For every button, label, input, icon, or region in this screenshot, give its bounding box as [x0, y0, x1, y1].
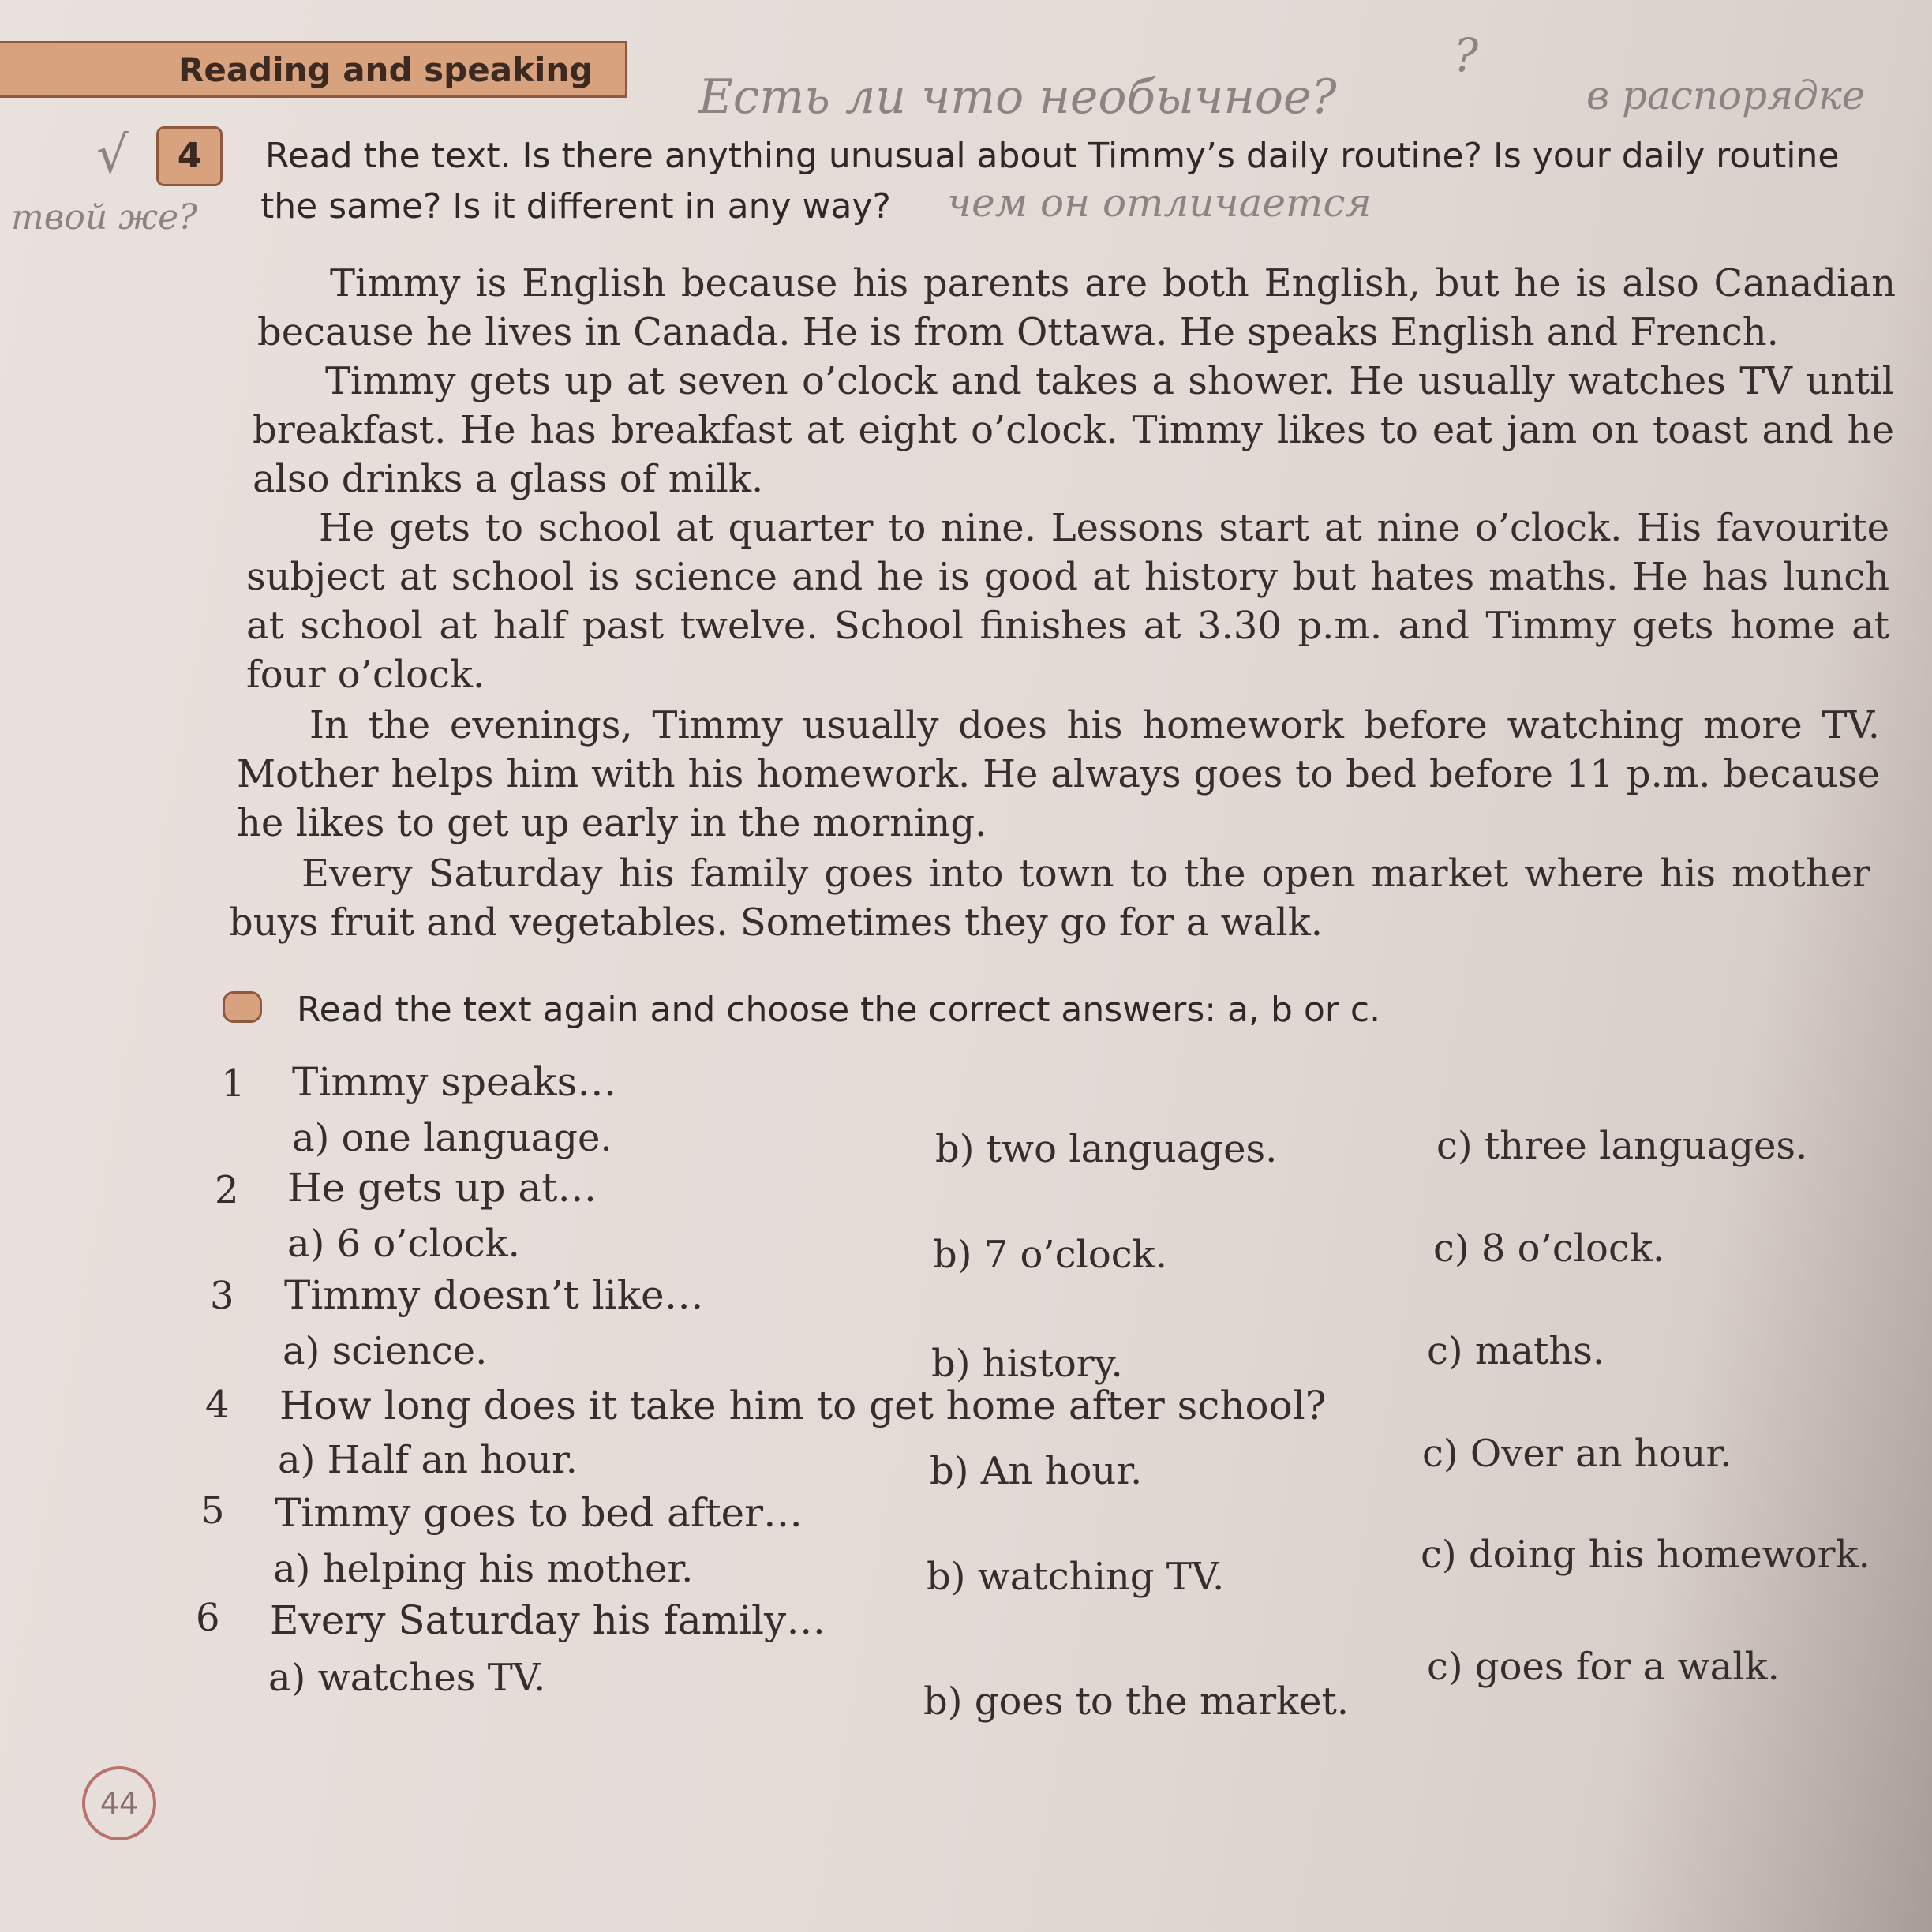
- option-c: c) 8 o’clock.: [1433, 1226, 1665, 1271]
- question-number: 1: [221, 1061, 245, 1106]
- option-c: c) maths.: [1427, 1329, 1605, 1373]
- option-a: a) one language.: [292, 1116, 612, 1160]
- option-c: c) three languages.: [1436, 1124, 1808, 1168]
- question-text: Every Saturday his family…: [270, 1597, 826, 1643]
- page-number: 44: [82, 1766, 156, 1840]
- handwritten-note-after-instruction: чем он отличается: [947, 180, 1372, 226]
- handwritten-note-top-right: в распорядке: [1586, 73, 1866, 118]
- exercise-number-badge: 4: [156, 126, 223, 186]
- option-b: b) history.: [931, 1342, 1123, 1386]
- handwritten-note-top: Есть ли что необычное?: [698, 69, 1337, 125]
- reading-paragraph-3: He gets to school at quarter to nine. Lessons start at nine o’clock. His favourite subject at school is science and he is good at history but hates maths. He has lunch at school at half past twelve. School finishes at 3.30 p.m. and Timmy gets home at four o’clock.: [246, 506, 1889, 697]
- option-b: b) An hour.: [930, 1449, 1143, 1493]
- question-number: 6: [196, 1596, 220, 1640]
- task-bullet: [223, 991, 262, 1023]
- option-c: c) doing his homework.: [1421, 1533, 1870, 1577]
- handwritten-note-left: твой же?: [11, 197, 197, 238]
- handwritten-tick: √: [96, 126, 129, 185]
- task-instruction: Read the text again and choose the correct answers: a, b or c.: [297, 990, 1381, 1030]
- option-b: b) two languages.: [935, 1127, 1278, 1171]
- option-c: c) Over an hour.: [1422, 1432, 1732, 1476]
- option-a: a) 6 o’clock.: [287, 1222, 520, 1266]
- question-text: Timmy goes to bed after…: [275, 1490, 803, 1536]
- question-number: 5: [200, 1488, 225, 1533]
- exercise-instruction-line1: Read the text. Is there anything unusual about Timmy’s daily routine? Is your daily routine: [265, 136, 1840, 176]
- question-text: He gets up at…: [287, 1165, 597, 1211]
- question-text: Timmy doesn’t like…: [284, 1272, 704, 1318]
- option-a: a) science.: [283, 1329, 488, 1373]
- option-b: b) watching TV.: [927, 1555, 1225, 1599]
- reading-paragraph-5: Every Saturday his family goes into town to the open market where his mother buys fruit and vegetables. Sometimes they go for a walk.: [229, 852, 1870, 945]
- reading-paragraph-4: In the evenings, Timmy usually does his homework before watching more TV. Mother helps him with his homework. He always goes to bed before 11 p.m. because he likes to get up early in the morning.: [237, 703, 1880, 845]
- question-text: How long does it take him to get home after school?: [279, 1383, 1327, 1428]
- option-a: a) helping his mother.: [273, 1547, 694, 1591]
- option-c: c) goes for a walk.: [1427, 1645, 1780, 1689]
- question-text: Timmy speaks…: [292, 1059, 617, 1105]
- section-title: Reading and speaking: [178, 51, 593, 89]
- question-number: 3: [210, 1274, 234, 1318]
- reading-paragraph-1: Timmy is English because his parents are both English, but he is also Canadian because he lives in Canada. He is from Ottawa. He speaks English and French.: [257, 261, 1896, 354]
- question-number: 4: [205, 1383, 230, 1427]
- option-b: b) goes to the market.: [923, 1679, 1350, 1724]
- exercise-instruction-line2: the same? Is it different in any way?: [260, 186, 891, 227]
- option-a: a) Half an hour.: [278, 1438, 578, 1482]
- option-a: a) watches TV.: [268, 1656, 546, 1700]
- option-b: b) 7 o’clock.: [933, 1233, 1168, 1277]
- question-number: 2: [215, 1168, 239, 1212]
- reading-paragraph-2: Timmy gets up at seven o’clock and takes a shower. He usually watches TV until breakfast. He has breakfast at eight o’clock. Timmy likes to eat jam on toast and he also drinks a glass of milk.: [253, 359, 1894, 501]
- handwritten-question-mark: ?: [1454, 28, 1479, 82]
